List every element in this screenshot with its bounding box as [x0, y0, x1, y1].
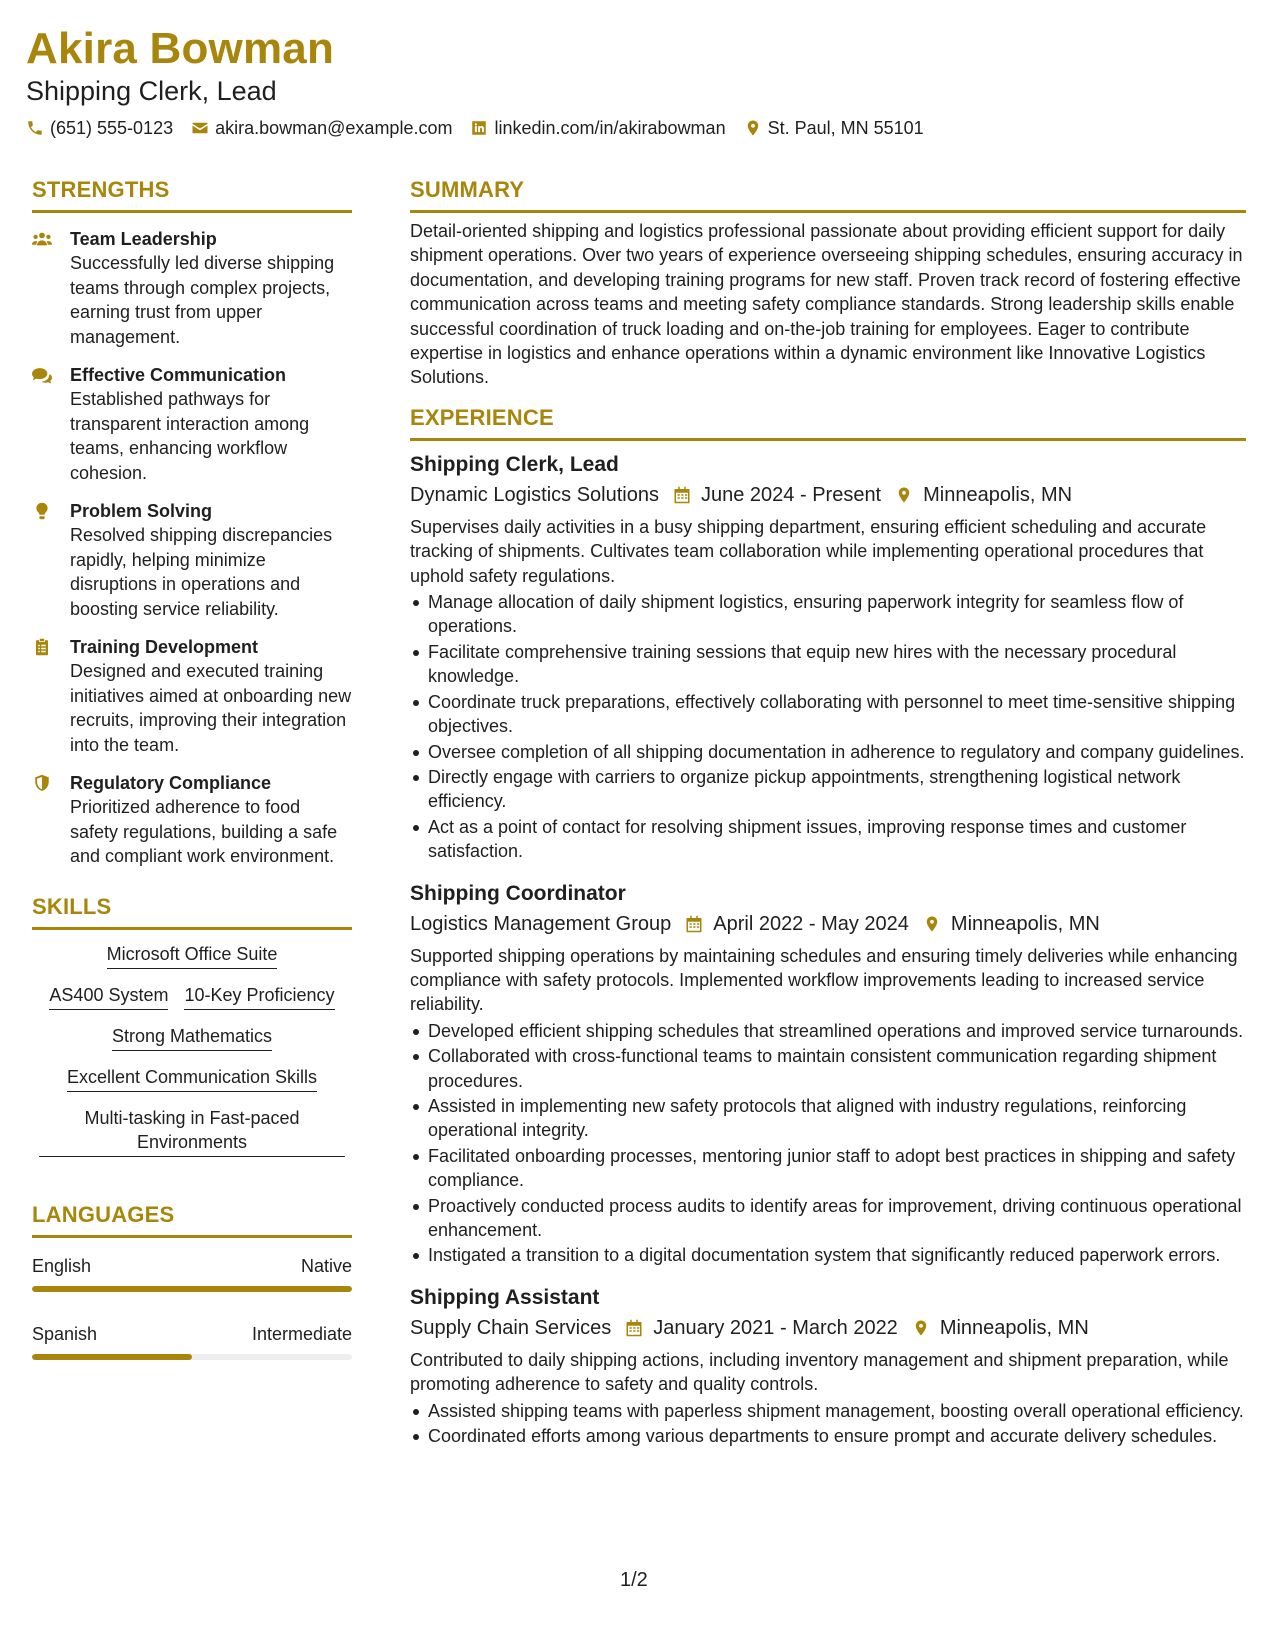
experience-section — [410, 404, 1246, 1449]
job-bullet: Coordinate truck preparations, effectively collaborating with personnel to meet time-sensitive shipping objectives. — [410, 690, 1246, 739]
header — [26, 24, 1246, 140]
headline: Shipping Clerk, Lead — [26, 76, 277, 106]
clipboard-icon — [32, 638, 52, 656]
skill-tag: 10-Key Proficiency — [184, 983, 334, 1010]
job-meta — [410, 1314, 1246, 1342]
job-entry — [410, 880, 1246, 1268]
language-item — [32, 1254, 352, 1292]
job-bullet: Oversee completion of all shipping documentation in adherence to regulatory and company guidelines. — [410, 740, 1246, 764]
strength-desc: Established pathways for transparent interaction among teams, enhancing workflow cohesion. — [70, 389, 310, 483]
language-item — [32, 1322, 352, 1360]
job-bullet: Manage allocation of daily shipment logistics, ensuring paperwork integrity for seamless flow of operations. — [410, 590, 1246, 639]
skill-tag: Microsoft Office Suite — [107, 942, 278, 969]
calendar-icon — [625, 1318, 643, 1338]
strength-title: Training Development — [70, 637, 259, 657]
skill-tag: AS400 System — [49, 983, 168, 1010]
strength-desc: Designed and executed training initiatives aimed at onboarding new recruits, improving their integration into the team. — [70, 661, 352, 755]
job-bullet: Act as a point of contact for resolving shipment issues, improving response times and customer satisfaction. — [410, 815, 1246, 864]
languages-title: LANGUAGES — [32, 1201, 175, 1227]
strengths-section — [32, 176, 352, 869]
job-dates: January 2021 - March 2022 — [653, 1316, 898, 1339]
linkedin-icon — [470, 119, 488, 137]
contact-email[interactable] — [191, 116, 452, 140]
job-bullet: Developed efficient shipping schedules that streamlined operations and improved service turnarounds. — [410, 1019, 1246, 1043]
job-title: Shipping Coordinator — [410, 881, 626, 905]
language-bar-fill — [32, 1286, 352, 1292]
linkedin-text[interactable]: linkedin.com/in/akirabowman — [494, 118, 726, 138]
location-text: St. Paul, MN 55101 — [767, 118, 924, 138]
job-description: Supported shipping operations by maintaining schedules and ensuring timely deliveries while enhancing compliance with safety protocols. Implemented workflow improvements leading to increased service reliability. — [410, 945, 1238, 1015]
job-description: Contributed to daily shipping actions, including inventory management and shipment preparation, while promoting adherence to safety and quality controls. — [410, 1349, 1229, 1395]
job-title: Shipping Clerk, Lead — [410, 452, 619, 476]
shield-icon — [32, 774, 52, 792]
skill-tag: Strong Mathematics — [112, 1024, 272, 1051]
map-pin-icon — [744, 119, 762, 137]
job-bullets — [410, 590, 1246, 863]
job-bullet: Collaborated with cross-functional teams to maintain consistent communication regarding shipment procedures. — [410, 1044, 1246, 1093]
strength-title: Team Leadership — [70, 229, 217, 249]
map-pin-icon — [895, 485, 913, 505]
summary-section — [410, 176, 1246, 390]
job-location: Minneapolis, MN — [950, 912, 1100, 935]
strength-title: Problem Solving — [70, 501, 213, 521]
strength-title: Effective Communication — [70, 365, 287, 385]
right-column — [410, 176, 1246, 1448]
job-bullet: Directly engage with carriers to organize pickup appointments, strengthening logistical network efficiency. — [410, 765, 1246, 814]
job-bullet: Assisted in implementing new safety protocols that aligned with industry regulations, reinforcing operational integrity. — [410, 1094, 1246, 1143]
job-dates: June 2024 - Present — [701, 483, 882, 506]
strength-desc: Successfully led diverse shipping teams through complex projects, earning trust from upper management. — [70, 253, 335, 347]
strength-item — [32, 363, 352, 485]
job-company: Logistics Management Group — [410, 912, 672, 935]
phone-icon — [26, 119, 44, 137]
skill-tag: Excellent Communication Skills — [67, 1065, 317, 1092]
map-pin-icon — [923, 914, 941, 934]
contact-bar — [26, 116, 1246, 140]
language-bar — [32, 1354, 352, 1360]
left-column — [32, 176, 352, 1360]
contact-linkedin[interactable] — [470, 116, 725, 140]
language-level: Intermediate — [251, 1323, 352, 1344]
calendar-icon — [685, 914, 703, 934]
strength-item — [32, 635, 352, 757]
comments-icon — [32, 366, 52, 384]
job-bullet: Facilitated onboarding processes, mentoring junior staff to adopt best practices in shipping and safety compliance. — [410, 1144, 1246, 1193]
section-divider — [32, 1235, 352, 1238]
job-entry — [410, 1284, 1246, 1449]
language-bar — [32, 1286, 352, 1292]
language-name: English — [32, 1255, 92, 1276]
job-meta — [410, 910, 1246, 938]
strength-desc: Resolved shipping discrepancies rapidly, helping minimize disruptions in operations and boosting service reliability. — [70, 525, 333, 619]
calendar-icon — [673, 485, 691, 505]
contact-location — [744, 116, 924, 140]
job-description: Supervises daily activities in a busy shipping department, ensuring efficient scheduling and accurate tracking of shipments. Cultivates team collaboration while implementing operational procedures that uphold safety regulations. — [410, 516, 1207, 586]
lightbulb-icon — [32, 502, 52, 520]
job-location: Minneapolis, MN — [923, 483, 1073, 506]
strength-item — [32, 771, 352, 869]
job-company: Supply Chain Services — [410, 1316, 612, 1339]
job-title: Shipping Assistant — [410, 1285, 600, 1309]
skill-tag: Multi-tasking in Fast-paced Environments — [39, 1106, 345, 1157]
job-bullet: Facilitate comprehensive training sessions that equip new hires with the necessary procedural knowledge. — [410, 640, 1246, 689]
envelope-icon — [191, 119, 209, 137]
job-bullets — [410, 1399, 1246, 1449]
strength-item — [32, 227, 352, 349]
skills-section — [32, 893, 352, 1157]
strength-title: Regulatory Compliance — [70, 773, 272, 793]
summary-title: SUMMARY — [410, 177, 525, 202]
language-bar-fill — [32, 1354, 192, 1360]
section-divider — [410, 210, 1246, 213]
job-entry — [410, 451, 1246, 864]
page-number: 1/2 — [620, 1569, 648, 1591]
job-bullet: Proactively conducted process audits to identify areas for improvement, driving continuous operational enhancement. — [410, 1194, 1246, 1243]
email-text[interactable]: akira.bowman@example.com — [215, 118, 453, 138]
job-bullet: Instigated a transition to a digital documentation system that significantly reduced paperwork errors. — [410, 1243, 1246, 1267]
strength-desc: Prioritized adherence to food safety regulations, building a safe and compliant work environment. — [70, 797, 338, 866]
summary-text: Detail-oriented shipping and logistics professional passionate about providing efficient support for daily shipment operations. Over two years of experience overseeing shipping schedules, ensuring accuracy in documentation, and developing training programs for new staff. Proven track record of fostering effective communication across teams and meeting safety compliance standards. Strong leadership skills enable successful coordination of truck loading and on-the-job training for employees. Eager to contribute expertise in logistics and enhance operations within a dynamic environment like Innovative Logistics Solutions. — [410, 221, 1243, 388]
users-icon — [32, 230, 52, 248]
languages-section — [32, 1201, 352, 1360]
section-divider — [32, 927, 352, 930]
job-bullets — [410, 1019, 1246, 1268]
map-pin-icon — [912, 1318, 930, 1338]
experience-title: EXPERIENCE — [410, 404, 554, 430]
strengths-title: STRENGTHS — [32, 177, 170, 202]
section-divider — [32, 210, 352, 213]
job-meta — [410, 481, 1246, 509]
job-bullet: Assisted shipping teams with paperless shipment management, boosting overall operational efficiency. — [410, 1399, 1246, 1423]
job-bullet: Coordinated efforts among various departments to ensure prompt and accurate delivery schedules. — [410, 1424, 1246, 1448]
candidate-name: Akira Bowman — [26, 24, 335, 73]
contact-phone — [26, 116, 173, 140]
strength-item — [32, 499, 352, 621]
job-company: Dynamic Logistics Solutions — [410, 483, 659, 506]
skills-title: SKILLS — [32, 893, 112, 919]
job-location: Minneapolis, MN — [939, 1316, 1089, 1339]
job-dates: April 2022 - May 2024 — [713, 912, 909, 935]
section-divider — [410, 438, 1246, 441]
job-list — [410, 451, 1246, 1449]
phone-text: (651) 555-0123 — [50, 118, 174, 138]
language-name: Spanish — [32, 1323, 98, 1344]
language-level: Native — [300, 1255, 352, 1276]
